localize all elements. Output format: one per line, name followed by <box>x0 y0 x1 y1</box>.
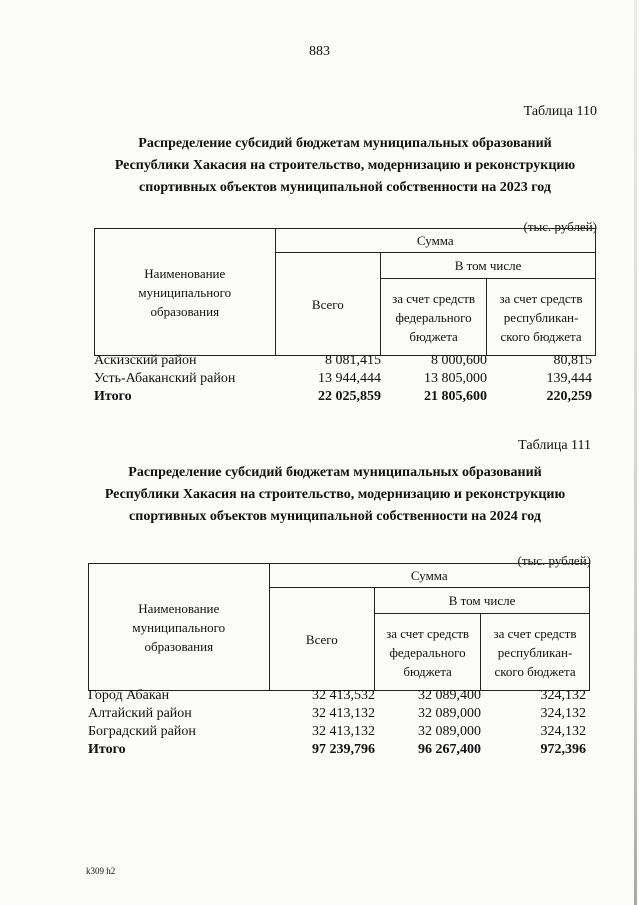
title-line: Распределение субсидий бюджетам муниципальных образований <box>138 136 552 151</box>
row-total: 97 239,796 <box>312 742 375 757</box>
header-name: Наименование муниципального образования <box>89 564 270 691</box>
table-header <box>94 228 596 356</box>
row-name: Алтайский район <box>88 706 192 721</box>
row-total: 13 944,444 <box>318 371 381 386</box>
title-line: Республики Хакасия на строительство, модернизацию и реконструкцию <box>104 487 566 502</box>
row-federal: 96 267,400 <box>418 742 481 757</box>
row-name: Итого <box>94 389 132 404</box>
header-total: Всего <box>275 253 381 356</box>
table-label: Таблица 111 <box>518 438 591 453</box>
title-line: спортивных объектов муниципальной собственности на 2024 год <box>129 509 541 524</box>
row-name: Город Абакан <box>88 688 170 703</box>
header-sum: Сумма <box>275 229 595 253</box>
title-line: спортивных объектов муниципальной собственности на 2023 год <box>139 180 551 195</box>
row-name: Аскизский район <box>94 353 197 368</box>
row-total: 22 025,859 <box>318 389 381 404</box>
row-republic: 324,132 <box>540 724 586 739</box>
table-header <box>88 563 590 691</box>
row-republic: 324,132 <box>540 688 586 703</box>
table-row-total <box>94 388 592 406</box>
data-table <box>88 687 586 759</box>
row-federal: 13 805,000 <box>424 371 487 386</box>
row-republic: 324,132 <box>540 706 586 721</box>
row-total: 32 413,132 <box>312 706 375 721</box>
table-title <box>70 462 600 528</box>
row-republic: 220,259 <box>546 389 592 404</box>
row-name: Боградский район <box>88 724 196 739</box>
row-federal: 21 805,600 <box>424 389 487 404</box>
title-line: Распределение субсидий бюджетам муниципальных образований <box>128 465 542 480</box>
row-total: 32 413,132 <box>312 724 375 739</box>
row-total: 32 413,532 <box>312 688 375 703</box>
header-republic: за счет средств республикан-ского бюджета <box>487 279 596 356</box>
table-label: Таблица 110 <box>523 104 597 119</box>
data-table <box>94 352 592 406</box>
row-republic: 139,444 <box>546 371 592 386</box>
table-row <box>88 705 586 723</box>
title-line: Республики Хакасия на строительство, модернизацию и реконструкцию <box>114 158 576 173</box>
row-total: 8 081,415 <box>325 353 381 368</box>
row-name: Усть-Абаканский район <box>94 371 236 386</box>
table-row <box>94 370 592 388</box>
table-title <box>80 133 610 199</box>
header-sum: Сумма <box>269 564 589 588</box>
table-row <box>88 723 586 741</box>
row-federal: 32 089,400 <box>418 688 481 703</box>
header-including: В том числе <box>375 588 590 614</box>
page-number: 883 <box>309 44 330 59</box>
row-federal: 8 000,600 <box>431 353 487 368</box>
header-federal: за счет средств федерального бюджета <box>375 614 481 691</box>
table-row <box>88 687 586 705</box>
row-federal: 32 089,000 <box>418 724 481 739</box>
row-name: Итого <box>88 742 126 757</box>
table-row <box>94 352 592 370</box>
header-federal: за счет средств федерального бюджета <box>381 279 487 356</box>
units-note: (тыс. рублей) <box>523 219 597 234</box>
footer-code: k309 h2 <box>86 866 116 876</box>
header-including: В том числе <box>381 253 596 279</box>
row-republic: 80,815 <box>553 353 592 368</box>
table-row-total <box>88 741 586 759</box>
header-name: Наименование муниципального образования <box>95 229 276 356</box>
units-note: (тыс. рублей) <box>517 553 591 568</box>
row-federal: 32 089,000 <box>418 706 481 721</box>
header-total: Всего <box>269 588 375 691</box>
row-republic: 972,396 <box>540 742 586 757</box>
scan-edge <box>634 0 637 905</box>
header-republic: за счет средств республикан-ского бюджета <box>481 614 590 691</box>
